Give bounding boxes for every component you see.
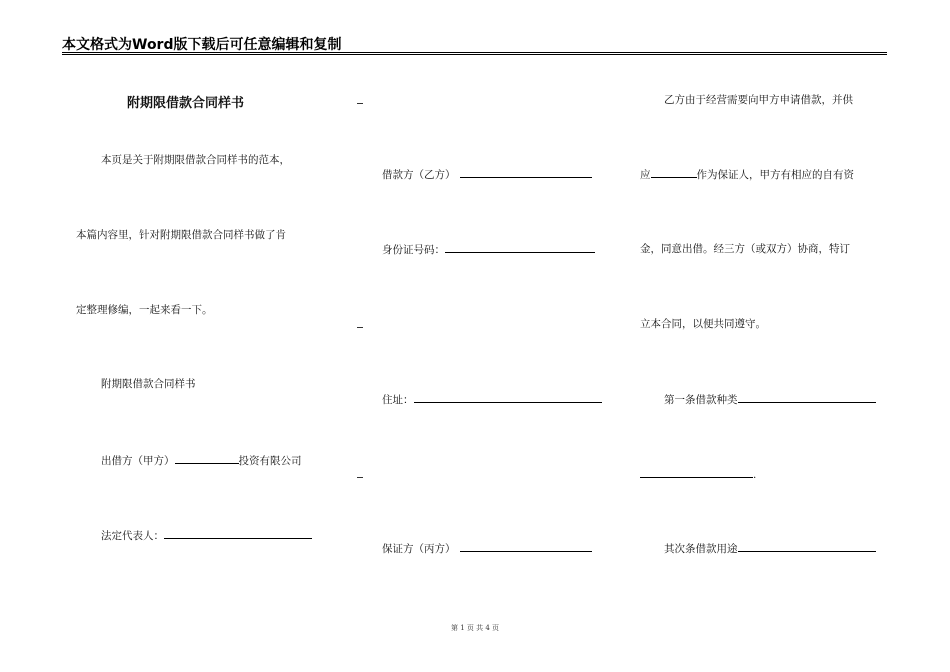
lender-suffix: 投资有限公司 <box>238 455 302 467</box>
borrower-field <box>382 167 592 182</box>
page-number: 第 1 页 共 4 页 <box>450 624 500 632</box>
guarantor-field <box>382 541 592 556</box>
borrower-blank <box>460 167 592 178</box>
representative-blank <box>164 528 312 539</box>
article-1-period: . <box>753 469 757 481</box>
guarantor-name-blank <box>651 167 697 178</box>
representative-label: 法定代表人： <box>101 530 164 542</box>
contract-paragraph-3: 金，同意出借。经三方（或双方）协商，特订 <box>640 243 850 255</box>
lender-label: 出借方（甲方） <box>101 455 175 467</box>
article-1-continuation <box>640 467 756 482</box>
guarantor-label: 保证方（丙方） <box>382 543 456 555</box>
borrower-label: 借款方（乙方） <box>382 169 456 181</box>
intro-paragraph-2: 本篇内容里，针对附期限借款合同样书做了肯 <box>76 229 286 241</box>
representative-field <box>101 528 312 543</box>
article-2-blank <box>738 541 876 552</box>
lender-blank <box>175 453 239 464</box>
contract-paragraph-1: 乙方由于经营需要向甲方申请借款，并供 <box>664 94 853 106</box>
column-mark <box>357 327 363 328</box>
guarantor-blank <box>460 541 592 552</box>
id-number-label: 身份证号码： <box>382 244 445 256</box>
guarantor-intro: 应 <box>640 169 651 181</box>
address-blank <box>414 392 602 403</box>
lender-field <box>101 453 302 468</box>
article-1-blank <box>738 392 876 403</box>
column-mark <box>357 477 363 478</box>
column-mark <box>357 103 363 104</box>
guarantor-outro: 作为保证人，甲方有相应的自有资 <box>696 169 854 181</box>
article-1-blank-2 <box>640 467 753 478</box>
article-1-label: 第一条借款种类 <box>664 394 738 406</box>
address-label: 住址： <box>382 394 414 406</box>
intro-paragraph-1: 本页是关于附期限借款合同样书的范本， <box>101 154 290 166</box>
intro-paragraph-3: 定整理修编，一起来看一下。 <box>76 304 213 316</box>
document-title: 附期限借款合同样书 <box>127 96 245 111</box>
section-heading: 附期限借款合同样书 <box>101 378 196 390</box>
header-rule-secondary <box>62 54 887 55</box>
contract-paragraph-4: 立本合同，以便共同遵守。 <box>640 318 766 330</box>
article-2-label: 其次条借款用途 <box>664 543 738 555</box>
article-2 <box>664 541 876 556</box>
address-field <box>382 392 602 407</box>
id-number-field <box>382 242 595 257</box>
document-header: 本文格式为Word版下载后可任意编辑和复制 <box>62 37 342 53</box>
contract-paragraph-2 <box>640 167 854 182</box>
header-rule <box>62 52 887 53</box>
id-number-blank <box>445 242 595 253</box>
article-1 <box>664 392 876 407</box>
